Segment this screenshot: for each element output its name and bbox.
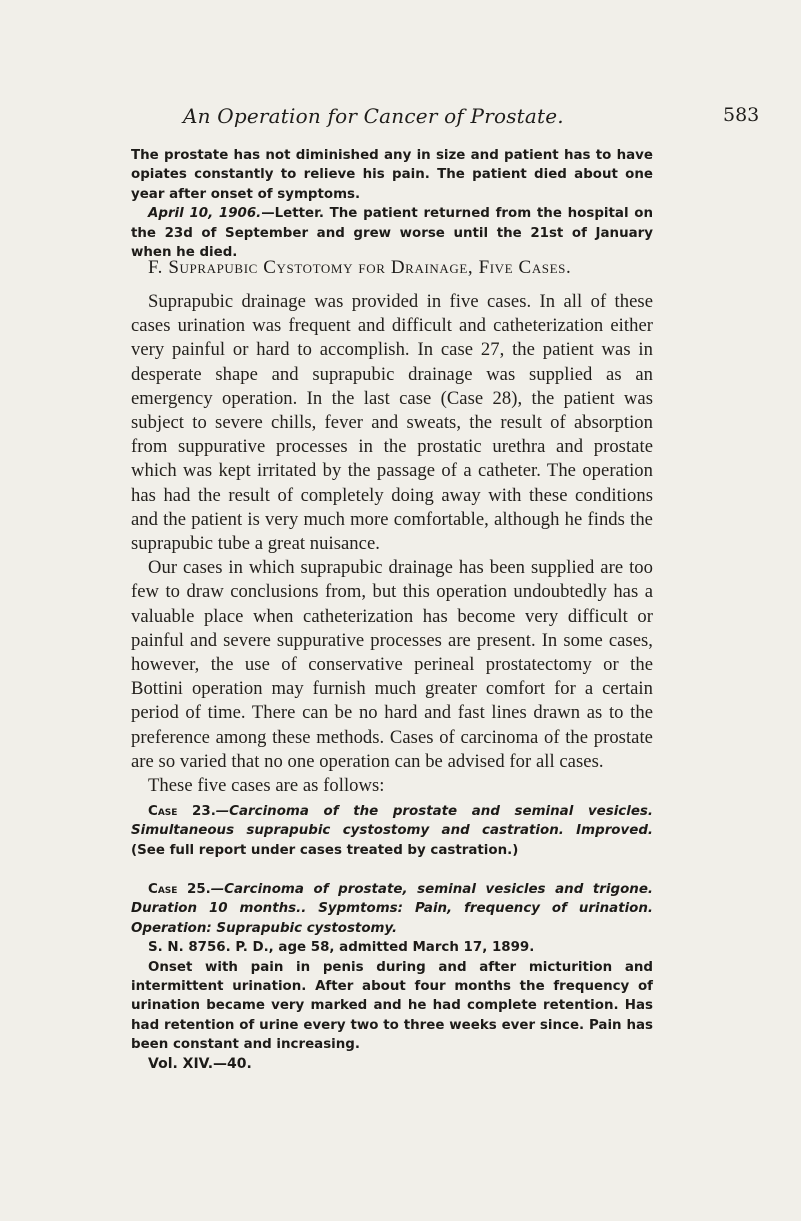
case-23-note: (See full report under cases treated by castration.) — [131, 842, 519, 858]
case-25-title: —Carcinoma of prostate, seminal vesicles and trigone. Duration 10 months.. Sypmtoms: Pain, frequency of urination. Operation: Suprapubic cystostomy. — [131, 882, 653, 936]
paragraph-letter-note — [131, 204, 653, 262]
body-text — [131, 290, 653, 798]
section-letter: F. — [148, 257, 163, 278]
case-23-title: —Carcinoma of the prostate and seminal vesicles. Simultaneous suprapubic cystostomy and castration. Improved. — [131, 804, 653, 839]
page-number: 583 — [723, 104, 760, 126]
paragraph-drainage-cases: Suprapubic drainage was provided in five cases. In all of these cases urination was frequent and difficult and catheterization either very painful or hard to accomplish. In case 27, the patient was in desperate shape and suprapubic drainage was supplied as an emergency operation. In the last case (Case 28), the patient was subject to severe chills, fever and sweats, the result of absorption from suppurative processes in the prostatic urethra and prostate which was kept irritated by the passage of a catheter. The operation has had the result of completely doing away with these conditions and the patient is very much more comfortable, although he finds the suprapubic tube a great nuisance. — [131, 291, 653, 555]
case-25-admission: S. N. 8756. P. D., age 58, admitted March 17, 1899. — [148, 940, 535, 956]
running-title: An Operation for Cancer of Prostate. — [183, 104, 564, 128]
section-title: Suprapubic Cystotomy for Drainage, Five Cases. — [168, 257, 572, 278]
paragraph-prostate-status: The prostate has not diminished any in size and patient has to have opiates constantly to relieve his pain. The patient died about one year after onset of symptoms. — [131, 148, 653, 202]
section-heading — [131, 256, 653, 280]
letter-text: —Letter. The patient returned from the hospital on the 23d of September and grew worse until the 21st of January when he died. — [131, 206, 653, 261]
paragraph-cases-intro: These five cases are as follows: — [148, 775, 385, 797]
volume-signature: Vol. XIV.—40. — [148, 1055, 252, 1072]
case-23-entry — [131, 802, 653, 860]
case-23 — [131, 802, 653, 860]
letter-date: April 10, 1906. — [148, 206, 262, 222]
case-25-label: Case 25. — [148, 882, 211, 897]
case-23-label: Case 23. — [148, 804, 216, 819]
case-25-history: Onset with pain in penis during and after micturition and intermittent urination. After about four months the frequency of urination became very marked and he had complete retention. Has had retention of urine every two to three weeks ever since. Pain has been constant and increasing. — [131, 959, 653, 1053]
paragraph-conclusions: Our cases in which suprapubic drainage has been supplied are too few to draw conclusions from, but this operation undoubtedly has a valuable place when catheterization has become very difficult or painful and severe suppurative processes are present. In some cases, however, the use of conservative perineal prostatectomy or the Bottini operation may furnish much greater comfort for a certain period of time. There can be no hard and fast lines drawn as to the preference among these methods. Cases of carcinoma of the prostate are so varied that no one operation can be advised for all cases. — [131, 557, 653, 772]
running-head — [0, 104, 801, 130]
case-25-entry — [131, 880, 653, 938]
case-25 — [131, 880, 653, 1074]
top-paragraphs — [131, 146, 653, 262]
